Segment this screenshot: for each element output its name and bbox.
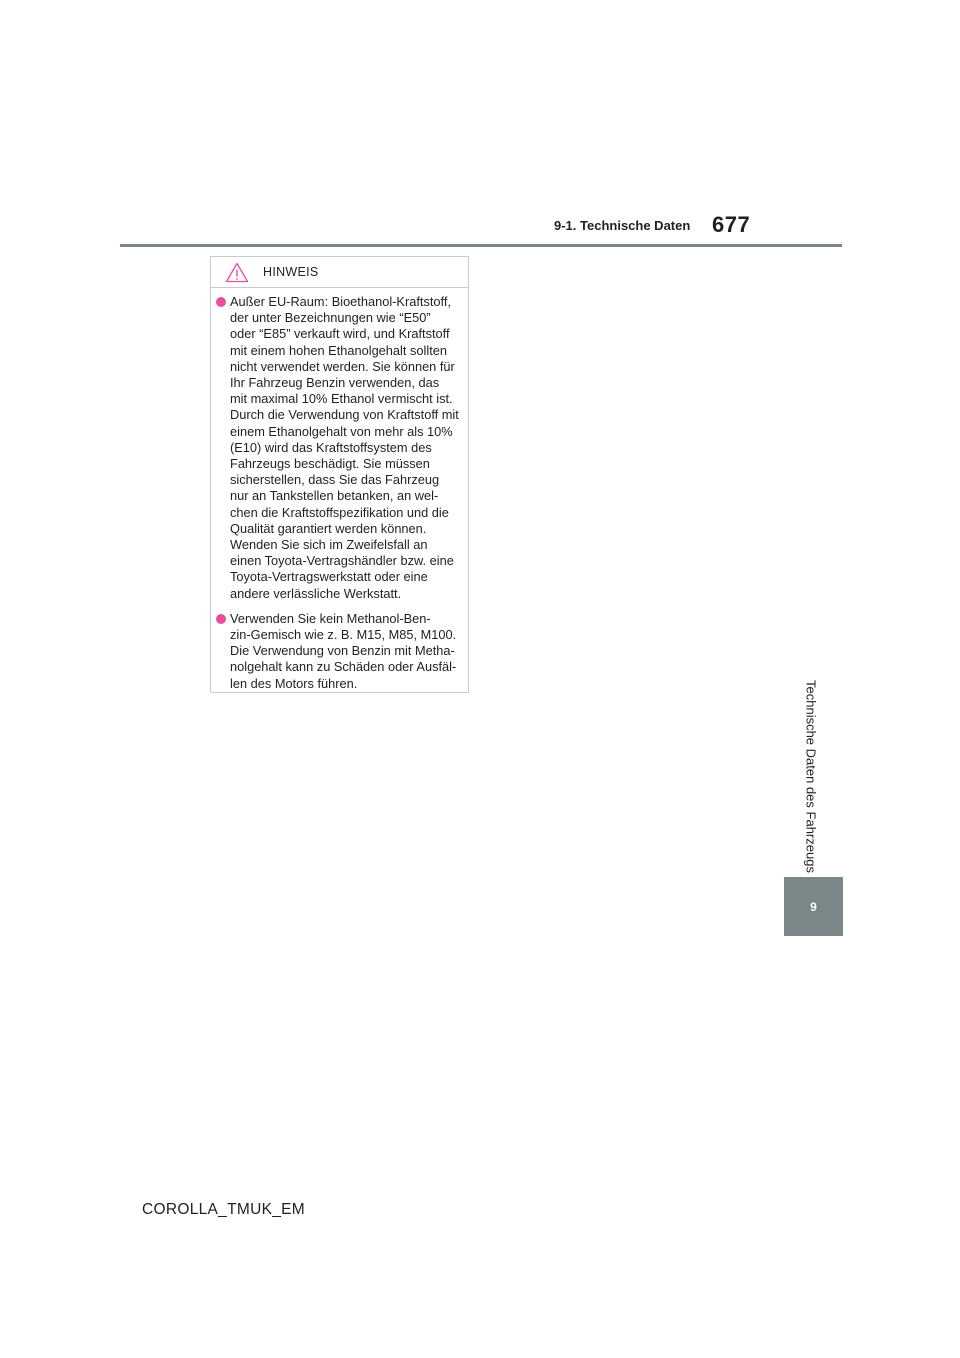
notice-body xyxy=(211,288,468,692)
notice-item-text: Verwenden Sie kein Methanol-Ben- zin-Gemisch wie z. B. M15, M85, M100. Die Verwendung von Benzin mit Metha- nolgehalt kann zu Schäden oder Ausfäl- len des Motors führen. xyxy=(230,610,457,691)
page-number: 677 xyxy=(712,212,751,237)
notice-box xyxy=(210,256,469,693)
side-chapter-label-text: Technische Daten des Fahrzeugs xyxy=(803,680,819,873)
warning-triangle-icon xyxy=(225,262,249,283)
notice-item-text: Außer EU-Raum: Bioethanol-Kraftstoff, der unter Bezeichnungen wie “E50” oder “E85” verkauft wird, und Kraftstoff mit einem hohen Ethanolgehalt sollten nicht verwendet werden. Sie können für Ihr Fahrzeug Benzin verwenden, das mit maximal 10% Ethanol vermischt ist. Durch die Verwendung von Kraftstoff mit einem Ethanolgehalt von mehr als 10% (E10) wird das Kraftstoffsystem des Fahrzeugs beschädigt. Sie müssen sicherstellen, dass Sie das Fahrzeug nur an Tankstellen betanken, an wel- chen die Kraftstoffspezifikation und die Qualität garantiert werden können. Wenden Sie sich im Zweifelsfall an einen Toyota-Vertragshändler bzw. eine Toyota-Vertragswerkstatt oder eine andere verlässliche Werkstatt. xyxy=(230,294,459,601)
notice-item xyxy=(216,611,462,692)
document-code: COROLLA_TMUK_EM xyxy=(142,1201,305,1218)
section-title: 9-1. Technische Daten xyxy=(554,218,691,233)
chapter-number: 9 xyxy=(810,899,817,914)
header-rule xyxy=(120,244,842,247)
side-chapter-label xyxy=(799,663,823,873)
chapter-tab xyxy=(784,877,843,936)
notice-header xyxy=(211,257,468,288)
notice-item xyxy=(216,294,462,602)
bullet-icon xyxy=(216,614,226,624)
bullet-icon xyxy=(216,297,226,307)
notice-title: HINWEIS xyxy=(263,265,319,279)
